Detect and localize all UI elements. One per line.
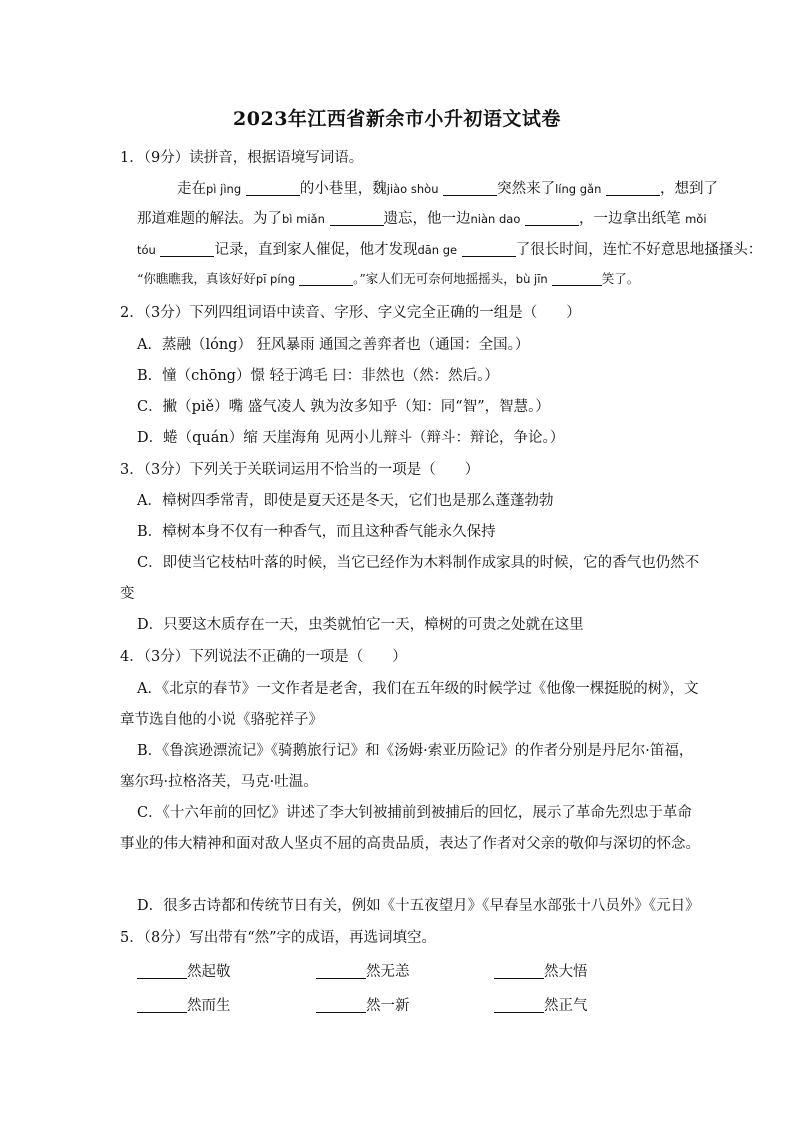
page-title: 2023年江西省新余市小升初语文试卷: [233, 108, 561, 130]
answer-blank[interactable]: [246, 181, 300, 196]
q4-heading: 4．（3分）下列说法不正确的一项是（ ）: [120, 649, 407, 665]
pinyin: niàn dao: [470, 212, 521, 226]
q4-option-a-continued: 章节选自他的小说《骆驼祥子》: [120, 712, 323, 728]
pinyin: mǒi: [685, 212, 707, 226]
q3-option-b[interactable]: B．樟树本身不仅有一种香气，而且这种香气能永久保持: [137, 524, 496, 540]
q1-text-line-1: 走在pì jìng 的小巷里，魏jiào shòu 突然来了líng gǎn ，想到了: [177, 181, 718, 197]
answer-blank[interactable]: [494, 964, 544, 979]
q4-option-b[interactable]: B．《鲁滨逊漂流记》《骑鹅旅行记》和《汤姆·索亚历险记》的作者分别是丹尼尔·笛福，: [137, 743, 694, 759]
q3-option-c[interactable]: C．即使当它枝枯叶落的时候，当它已经作为木料制作成家具的时候，它的香气也仍然不: [137, 555, 700, 571]
q2-heading: 2．（3分）下列四组词语中读音、字形、字义完全正确的一组是（ ）: [120, 305, 581, 321]
answer-blank[interactable]: [137, 998, 187, 1013]
idiom-item: 然大悟: [494, 960, 588, 981]
answer-blank[interactable]: [160, 242, 214, 257]
pinyin: pì jìng: [206, 182, 242, 196]
idiom-item: 然而生: [137, 994, 231, 1015]
idiom-item: 然起敬: [137, 960, 231, 981]
q5-heading: 5．（8分）写出带有“然”字的成语，再选词填空。: [120, 930, 437, 946]
q4-option-b-continued: 塞尔玛·拉格洛芙，马克·吐温。: [120, 774, 318, 790]
pinyin: bù jīn: [515, 272, 548, 286]
idiom-item: 然无恙: [316, 960, 410, 981]
answer-blank[interactable]: [316, 964, 366, 979]
q1-heading: 1．（9分）读拼音，根据语境写词语。: [120, 150, 364, 166]
q3-option-d[interactable]: D．只要这木质存在一天，虫类就怕它一天，樟树的可贵之处就在这里: [137, 617, 584, 633]
q3-heading: 3．（3分）下列关于关联词运用不恰当的一项是（ ）: [120, 462, 480, 478]
pinyin: bì miǎn: [282, 212, 325, 226]
pinyin: dān ge: [417, 243, 458, 257]
q2-option-d[interactable]: D．蜷（quán）缩 天崖海角 见两小儿辩斗（辩斗：辩论，争论。）: [137, 430, 565, 446]
answer-blank[interactable]: [443, 181, 497, 196]
answer-blank[interactable]: [494, 998, 544, 1013]
q4-option-c[interactable]: C．《十六年前的回忆》讲述了李大钊被捕前到被捕后的回忆，展示了革命先烈忠于革命: [137, 805, 692, 821]
q1-text-line-2: 那道难题的解法。为了bì miǎn 遗忘，他一边niàn dao ，一边拿出纸笔 mǒi: [137, 211, 707, 227]
answer-blank[interactable]: [316, 998, 366, 1013]
pinyin: jiào shòu: [386, 182, 439, 196]
pinyin: líng gǎn: [555, 182, 602, 196]
answer-blank[interactable]: [330, 211, 384, 226]
pinyin: tóu: [137, 243, 156, 257]
q4-option-d[interactable]: D．很多古诗都和传统节日有关，例如《十五夜望月》《早春呈水部张十八员外》《元日》: [137, 898, 700, 914]
q1-text-line-4: “你瞧瞧我，真该好好pī píng 。”家人们无可奈何地摇摇头，bù jīn 笑了。: [137, 271, 640, 286]
q4-option-c-continued: 事业的伟大精神和面对敌人坚贞不屈的高贵品质，表达了作者对父亲的敬仰与深切的怀念。: [120, 836, 700, 852]
idiom-item: 然正气: [494, 994, 588, 1015]
answer-blank[interactable]: [299, 271, 353, 286]
q3-option-c-continued: 变: [120, 586, 135, 602]
q1-text-line-3: tóu 记录，直到家人催促，他才发现dān ge 了很长时间，连忙不好意思地搔搔头：: [137, 242, 763, 258]
pinyin: pī píng: [255, 272, 296, 286]
q3-option-a[interactable]: A．樟树四季常青，即使是夏天还是冬天，它们也是那么蓬蓬勃勃: [137, 493, 554, 509]
q2-option-b[interactable]: B．憧（chōng）憬 轻于鸿毛 曰：非然也（然：然后。）: [137, 368, 499, 384]
q2-option-a[interactable]: A．蒸融（lóng） 狂风暴雨 通国之善弈者也（通国：全国。）: [137, 337, 530, 353]
answer-blank[interactable]: [552, 271, 602, 286]
q4-option-a[interactable]: A．《北京的春节》一文作者是老舍，我们在五年级的时候学过《他像一棵挺脱的树》，文: [137, 681, 699, 697]
answer-blank[interactable]: [462, 242, 516, 257]
idiom-item: 然一新: [316, 994, 410, 1015]
answer-blank[interactable]: [606, 181, 660, 196]
answer-blank[interactable]: [525, 211, 579, 226]
answer-blank[interactable]: [137, 964, 187, 979]
q2-option-c[interactable]: C．撇（piě）嘴 盛气凌人 孰为汝多知乎（知：同“智”，智慧。）: [137, 399, 550, 415]
